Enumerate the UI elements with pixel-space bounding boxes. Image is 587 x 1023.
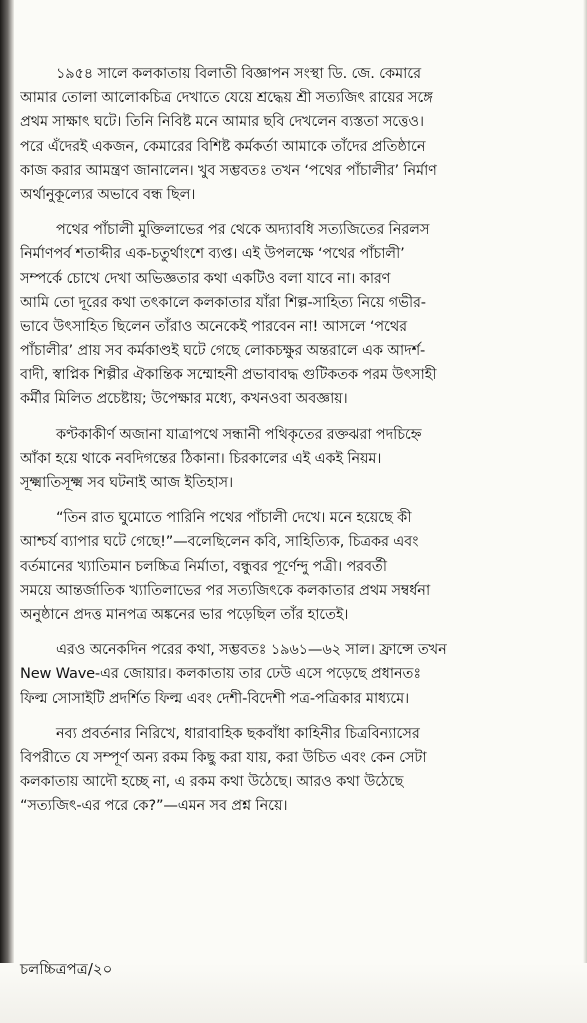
text-line: আমার তোলা আলোকচিত্র দেখাতে যেয়ে শ্রদ্ধেয় শ্রী সত্যজিৎ রায়ের সঙ্গে	[20, 89, 433, 107]
text-line: কাজ করার আমন্ত্রণ জানালেন। খুব সম্ভবতঃ তখন ‘পথের পাঁচালীর’ নির্মাণ	[20, 161, 437, 179]
text-line: নব্য প্রবর্তনার নিরিখে, ধারাবাহিক ছকবাঁধা কাহিনীর চিত্রবিন্যাসের	[56, 724, 420, 742]
text-line: “সত্যজিৎ-এর পরে কে?”—এমন সব প্রশ্ন নিয়ে।	[20, 797, 288, 815]
paragraph	[20, 218, 570, 412]
paragraph	[20, 423, 570, 496]
text-line: অনুষ্ঠানে প্রদত্ত মানপত্র অঙ্কনের ভার পড়েছিল তাঁর হাতেই।	[20, 605, 349, 623]
text-line: New Wave-এর জোয়ার। কলকাতায় তার ঢেউ এসে পড়েছে প্রধানতঃ	[20, 665, 421, 683]
text-line: বর্তমানের খ্যাতিমান চলচ্চিত্র নির্মাতা, বন্ধুবর পূর্ণেন্দু পত্রী। পরবর্তী	[20, 557, 387, 575]
text-line: “তিন রাত ঘুমোতে পারিনি পথের পাঁচালী দেখে। মনে হয়েছে কী	[56, 509, 412, 527]
text-line: আমি তো দূরের কথা তৎকালে কলকাতার যাঁরা শিল্প-সাহিত্য নিয়ে গভীর-	[20, 293, 426, 311]
text-line: পাঁচালীর’ প্রায় সব কর্মকাণ্ডই ঘটে গেছে লোকচক্ষুর অন্তরালে এক আদর্শ-	[20, 342, 426, 360]
text-line: ভাবে উৎসাহিত ছিলেন তাঁরাও অনেকেই পারবেন না! আসলে ‘পথের	[20, 317, 407, 335]
text-line: সময়ে আন্তর্জাতিক খ্যাতিলাভের পর সত্যজিৎকে কলকাতার প্রথম সম্বর্ধনা	[20, 581, 431, 599]
text-line: সূক্ষ্মাতিসূক্ষ্ম সব ঘটনাই আজ ইতিহাস।	[20, 474, 233, 491]
text-line: নির্মাণপর্ব শতাব্দীর এক-চতুর্থাংশে ব্যপ্ত। এই উপলক্ষে ‘পথের পাঁচালী’	[20, 245, 405, 263]
spine-shadow	[0, 0, 14, 1023]
page-edge	[583, 0, 587, 1023]
text-line: আঁকা হয়ে থাকে নবদিগন্তের ঠিকানা। চিরকালের এই একই নিয়ম।	[20, 449, 382, 467]
body-text	[20, 62, 570, 818]
text-line: কর্মীর মিলিত প্রচেষ্টায়; উপেক্ষার মধ্যে, কখনওবা অবজ্ঞায়।	[20, 390, 348, 408]
paragraph	[20, 506, 570, 627]
text-line: বিপরীতে যে সম্পূর্ণ অন্য রকম কিছু করা যায়, করা উচিত এবং কেন সেটা	[20, 748, 427, 766]
paragraph	[20, 638, 570, 711]
text-line: ফিল্ম সোসাইটি প্রদর্শিত ফিল্ম এবং দেশী-বিদেশী পত্র-পত্রিকার মাধ্যমে।	[20, 689, 410, 707]
page-footer: চলচ্চিত্রপত্র/২০	[20, 960, 113, 978]
text-line: কণ্টকাকীর্ণ অজানা যাত্রাপথে সন্ধানী পথিকৃতের রক্তঝরা পদচিহ্নে	[56, 425, 422, 443]
paragraph	[20, 62, 570, 207]
text-line: অর্থানুকূল্যের অভাবে বন্ধ ছিল।	[20, 185, 196, 203]
text-line: বাদী, স্বাপ্নিক শিল্পীর ঐকান্তিক সম্মোহনী প্রভাবাবদ্ধ গুটিকতক পরম উৎসাহী	[20, 366, 437, 384]
text-line: সম্পর্কে চোখে দেখা অভিজ্ঞতার কথা একটিও বলা যাবে না। কারণ	[20, 269, 391, 287]
text-line: এরও অনেকদিন পরের কথা, সম্ভবতঃ ১৯৬১—৬২ সাল। ফ্রান্সে তখন	[56, 641, 447, 659]
text-line: কলকাতায় আদৌ হচ্ছে না, এ রকম কথা উঠেছে। আরও কথা উঠেছে	[20, 773, 404, 791]
paragraph	[20, 722, 570, 819]
text-line: প্রথম সাক্ষাৎ ঘটে। তিনি নিবিষ্ট মনে আমার ছবি দেখলেন ব্যস্ততা সত্তেও।	[20, 113, 424, 131]
text-line: পরে এঁদেরই একজন, কেমারের বিশিষ্ট কর্মকর্তা আমাকে তাঁদের প্রতিষ্ঠানে	[20, 137, 426, 155]
text-line: আশ্চর্য ব্যাপার ঘটে গেছে!”—বলেছিলেন কবি, সাহিত্যিক, চিত্রকর এবং	[20, 533, 419, 551]
text-line: পথের পাঁচালী মুক্তিলাভের পর থেকে অদ্যাবধি সত্যজিতের নিরলস	[56, 221, 430, 239]
text-line: ১৯৫৪ সালে কলকাতায় বিলাতী বিজ্ঞাপন সংস্থা ডি. জে. কেমারে	[56, 65, 421, 82]
